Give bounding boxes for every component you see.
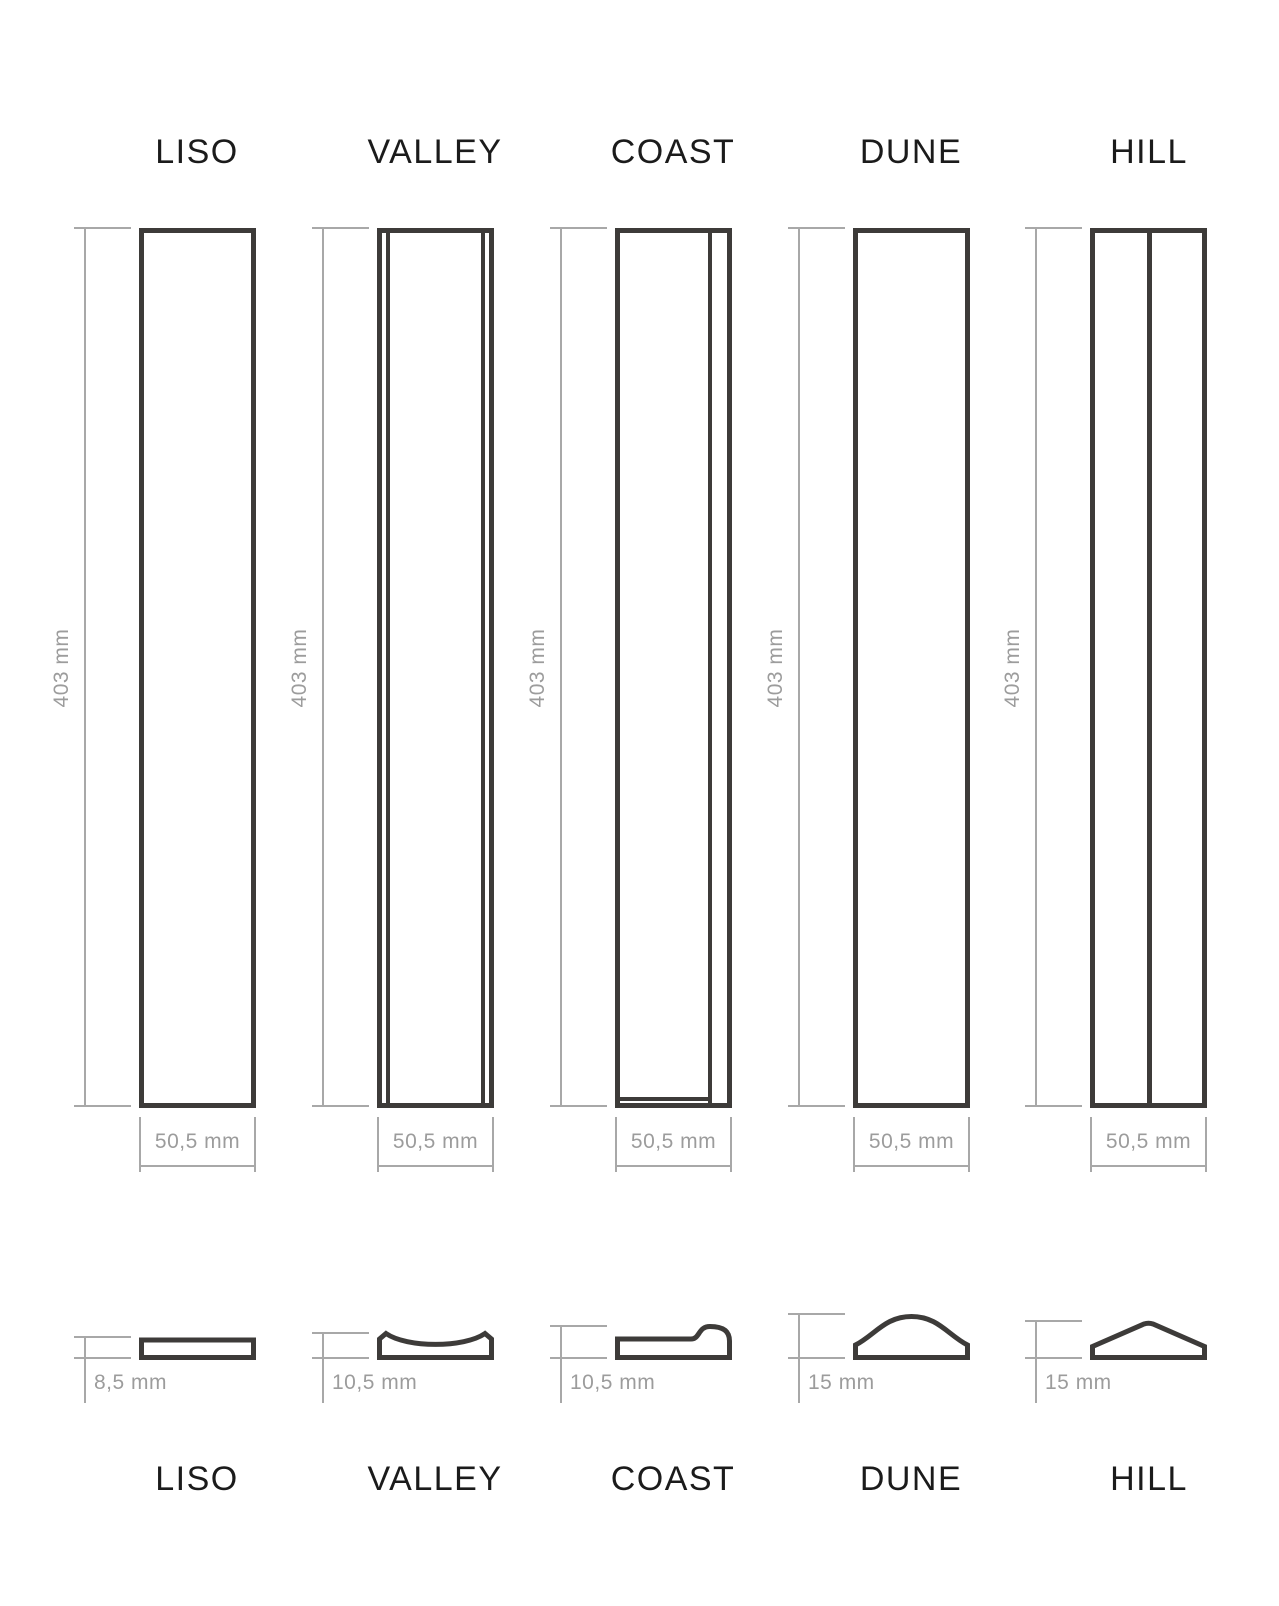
thickness-tick-top <box>550 1325 607 1327</box>
thickness-tick-top <box>1025 1320 1082 1322</box>
thickness-tick-bottom <box>550 1357 607 1359</box>
thickness-label: 10,5 mm <box>570 1371 656 1394</box>
height-dimension-line <box>798 228 800 1106</box>
thickness-tick-bottom <box>788 1357 845 1359</box>
thickness-label: 15 mm <box>808 1371 875 1394</box>
front-view-liso <box>139 228 256 1108</box>
front-view-dune <box>853 228 970 1108</box>
width-dimension-baseline <box>853 1165 970 1167</box>
coast-profile-shape <box>615 1303 732 1363</box>
height-dimension-line <box>322 228 324 1106</box>
liso-profile-shape <box>139 1303 256 1363</box>
thickness-tick-top <box>312 1332 369 1334</box>
height-dimension-label: 403 mm <box>50 628 73 708</box>
thickness-tick-bottom <box>74 1357 131 1359</box>
front-view-valley <box>377 228 494 1108</box>
thickness-dimension-line <box>1035 1320 1037 1403</box>
front-view-hill <box>1090 228 1207 1108</box>
height-dimension-line <box>84 228 86 1106</box>
hill-ridge-line <box>1147 233 1152 1103</box>
width-dimension-baseline <box>377 1165 494 1167</box>
bottom-label-dune: DUNE <box>859 1460 963 1498</box>
width-dimension-label: 50,5 mm <box>1105 1130 1192 1153</box>
front-view-coast <box>615 228 732 1108</box>
thickness-label: 15 mm <box>1045 1371 1112 1394</box>
height-dimension-label: 403 mm <box>1001 628 1024 708</box>
height-dimension-line <box>560 228 562 1106</box>
width-dimension-baseline <box>1090 1165 1207 1167</box>
top-label-liso: LISO <box>155 133 239 171</box>
bottom-label-valley: VALLEY <box>367 1460 503 1498</box>
thickness-tick-top <box>788 1313 845 1315</box>
thickness-dimension-line <box>322 1332 324 1403</box>
height-dimension-tick-bottom <box>1025 1105 1082 1107</box>
top-label-hill: HILL <box>1110 133 1188 171</box>
valley-groove-line-left <box>386 233 390 1103</box>
height-dimension-tick-bottom <box>788 1105 845 1107</box>
height-dimension-tick-top <box>312 227 369 229</box>
height-dimension-tick-top <box>74 227 131 229</box>
valley-groove-line-right <box>481 233 485 1103</box>
height-dimension-line <box>1035 228 1037 1106</box>
bottom-label-liso: LISO <box>155 1460 239 1498</box>
hill-profile-shape <box>1090 1303 1207 1363</box>
width-dimension-label: 50,5 mm <box>154 1130 241 1153</box>
height-dimension-label: 403 mm <box>288 628 311 708</box>
width-dimension-baseline <box>615 1165 732 1167</box>
top-label-valley: VALLEY <box>367 133 503 171</box>
thickness-dimension-line <box>84 1336 86 1403</box>
height-dimension-label: 403 mm <box>764 628 787 708</box>
valley-profile-shape <box>377 1303 494 1363</box>
height-dimension-tick-bottom <box>312 1105 369 1107</box>
thickness-dimension-line <box>560 1325 562 1403</box>
width-dimension-label: 50,5 mm <box>868 1130 955 1153</box>
thickness-tick-top <box>74 1336 131 1338</box>
top-label-dune: DUNE <box>859 133 963 171</box>
height-dimension-tick-bottom <box>550 1105 607 1107</box>
coast-lip-line-vertical <box>708 233 712 1103</box>
thickness-label: 10,5 mm <box>332 1371 418 1394</box>
bottom-label-coast: COAST <box>610 1460 736 1498</box>
top-label-coast: COAST <box>610 133 736 171</box>
height-dimension-label: 403 mm <box>526 628 549 708</box>
height-dimension-tick-top <box>788 227 845 229</box>
height-dimension-tick-top <box>550 227 607 229</box>
height-dimension-tick-bottom <box>74 1105 131 1107</box>
thickness-tick-bottom <box>312 1357 369 1359</box>
width-dimension-label: 50,5 mm <box>630 1130 717 1153</box>
width-dimension-label: 50,5 mm <box>392 1130 479 1153</box>
bottom-label-hill: HILL <box>1110 1460 1188 1498</box>
height-dimension-tick-top <box>1025 227 1082 229</box>
dune-profile-shape <box>853 1303 970 1363</box>
width-dimension-baseline <box>139 1165 256 1167</box>
coast-lip-line-bottom <box>620 1097 712 1101</box>
thickness-tick-bottom <box>1025 1357 1082 1359</box>
thickness-label: 8,5 mm <box>94 1371 168 1394</box>
